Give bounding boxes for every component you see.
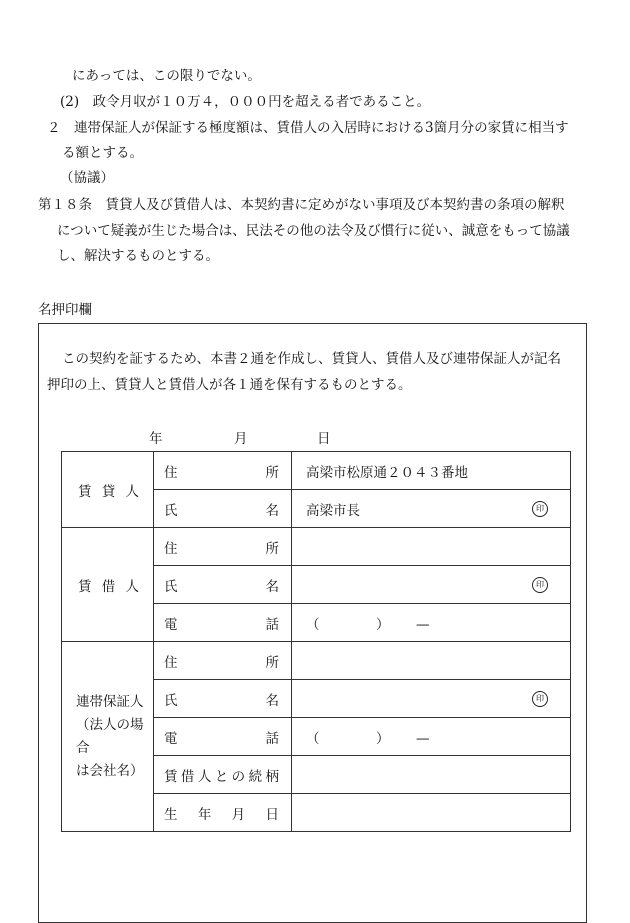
seal-mark: 印 bbox=[532, 577, 548, 593]
phone-open-paren: （ bbox=[306, 730, 320, 747]
guarantor-label-line-2: （法人の場合 bbox=[76, 716, 144, 756]
article-18-line-2: について疑義が生じた場合は、民法その他の法令及び慣行に従い、誠意をもって協議 bbox=[57, 223, 570, 239]
guarantor-label-line-1: 連帯保証人 bbox=[76, 693, 144, 710]
table-row bbox=[62, 452, 571, 490]
seal-mark: 印 bbox=[532, 691, 548, 707]
guarantor-name-label bbox=[154, 680, 292, 718]
guarantor-birth-label bbox=[154, 794, 292, 832]
date-month: 月 bbox=[234, 431, 248, 447]
guarantor-phone-label-text: 電話 bbox=[164, 730, 279, 747]
lessee-address-label-text: 住所 bbox=[164, 540, 279, 557]
intro-line-1: この契約を証するため、本書２通を作成し、賃貸人、賃借人及び連帯保証人が記名 bbox=[62, 351, 561, 367]
guarantor-birth-label-text: 生年月日 bbox=[164, 806, 279, 823]
lessee-phone-field[interactable] bbox=[292, 604, 571, 642]
guarantor-relation-label bbox=[154, 756, 292, 794]
guarantor-phone-field[interactable] bbox=[292, 718, 571, 756]
guarantor-relation-field[interactable] bbox=[292, 756, 571, 794]
guarantor-name-field[interactable] bbox=[292, 680, 571, 718]
guarantor-address-field[interactable] bbox=[292, 642, 571, 680]
date-year: 年 bbox=[149, 431, 163, 447]
body-line-2: (2) 政令月収が１０万４，０００円を超える者であること。 bbox=[60, 94, 431, 110]
lessor-name-label-text: 氏名 bbox=[164, 502, 279, 519]
lessor-label: 賃貸人 bbox=[62, 452, 154, 528]
lessee-name-label-text: 氏名 bbox=[164, 578, 279, 595]
lessee-name-label bbox=[154, 566, 292, 604]
lessee-phone-label-text: 電話 bbox=[164, 616, 279, 633]
lessor-name-label bbox=[154, 490, 292, 528]
article-18-line-1: 第１８条 賃貸人及び賃借人は、本契約書に定めがない事項及び本契約書の条項の解釈 bbox=[38, 197, 565, 213]
body-line-3: ２ 連帯保証人が保証する極度額は、賃借人の入居時における3箇月分の家賃に相当す bbox=[47, 120, 569, 136]
lessee-name-field[interactable] bbox=[292, 566, 571, 604]
body-line-1: にあっては、この限りでない。 bbox=[72, 68, 261, 84]
body-line-4: る額とする。 bbox=[62, 145, 143, 161]
guarantor-phone-label bbox=[154, 718, 292, 756]
section-heading: （協議） bbox=[60, 170, 114, 186]
phone-close-paren: ） bbox=[376, 730, 390, 747]
guarantor-address-label bbox=[154, 642, 292, 680]
guarantor-address-label-text: 住所 bbox=[164, 654, 279, 671]
lessor-name-cell[interactable] bbox=[292, 490, 571, 528]
guarantor-name-label-text: 氏名 bbox=[164, 692, 279, 709]
phone-dash: — bbox=[416, 730, 430, 747]
guarantor-relation-label-text: 賃借人との続柄 bbox=[164, 768, 279, 785]
date-day: 日 bbox=[317, 431, 331, 447]
table-row bbox=[62, 528, 571, 566]
seal-mark: 印 bbox=[532, 501, 548, 517]
phone-dash: — bbox=[416, 616, 430, 633]
lessor-address-value[interactable]: 高梁市松原通２０４３番地 bbox=[292, 452, 571, 490]
lessee-address-label bbox=[154, 528, 292, 566]
phone-open-paren: （ bbox=[306, 616, 320, 633]
guarantor-label bbox=[62, 642, 154, 832]
section-title: 名押印欄 bbox=[38, 302, 92, 318]
lessee-label: 賃借人 bbox=[62, 528, 154, 642]
guarantor-label-line-3: は会社名） bbox=[76, 762, 144, 779]
lessor-address-label bbox=[154, 452, 292, 490]
lessee-address-field[interactable] bbox=[292, 528, 571, 566]
lessee-phone-label bbox=[154, 604, 292, 642]
phone-close-paren: ） bbox=[376, 616, 390, 633]
article-18-line-3: し、解決するものとする。 bbox=[57, 248, 219, 264]
intro-line-2: 押印の上、賃貸人と賃借人が各１通を保有するものとする。 bbox=[47, 377, 412, 393]
lessor-address-label-text: 住所 bbox=[164, 464, 279, 481]
signature-table bbox=[61, 451, 571, 832]
table-row bbox=[62, 642, 571, 680]
lessor-name-value: 高梁市長 bbox=[306, 502, 360, 519]
guarantor-birth-field[interactable] bbox=[292, 794, 571, 832]
